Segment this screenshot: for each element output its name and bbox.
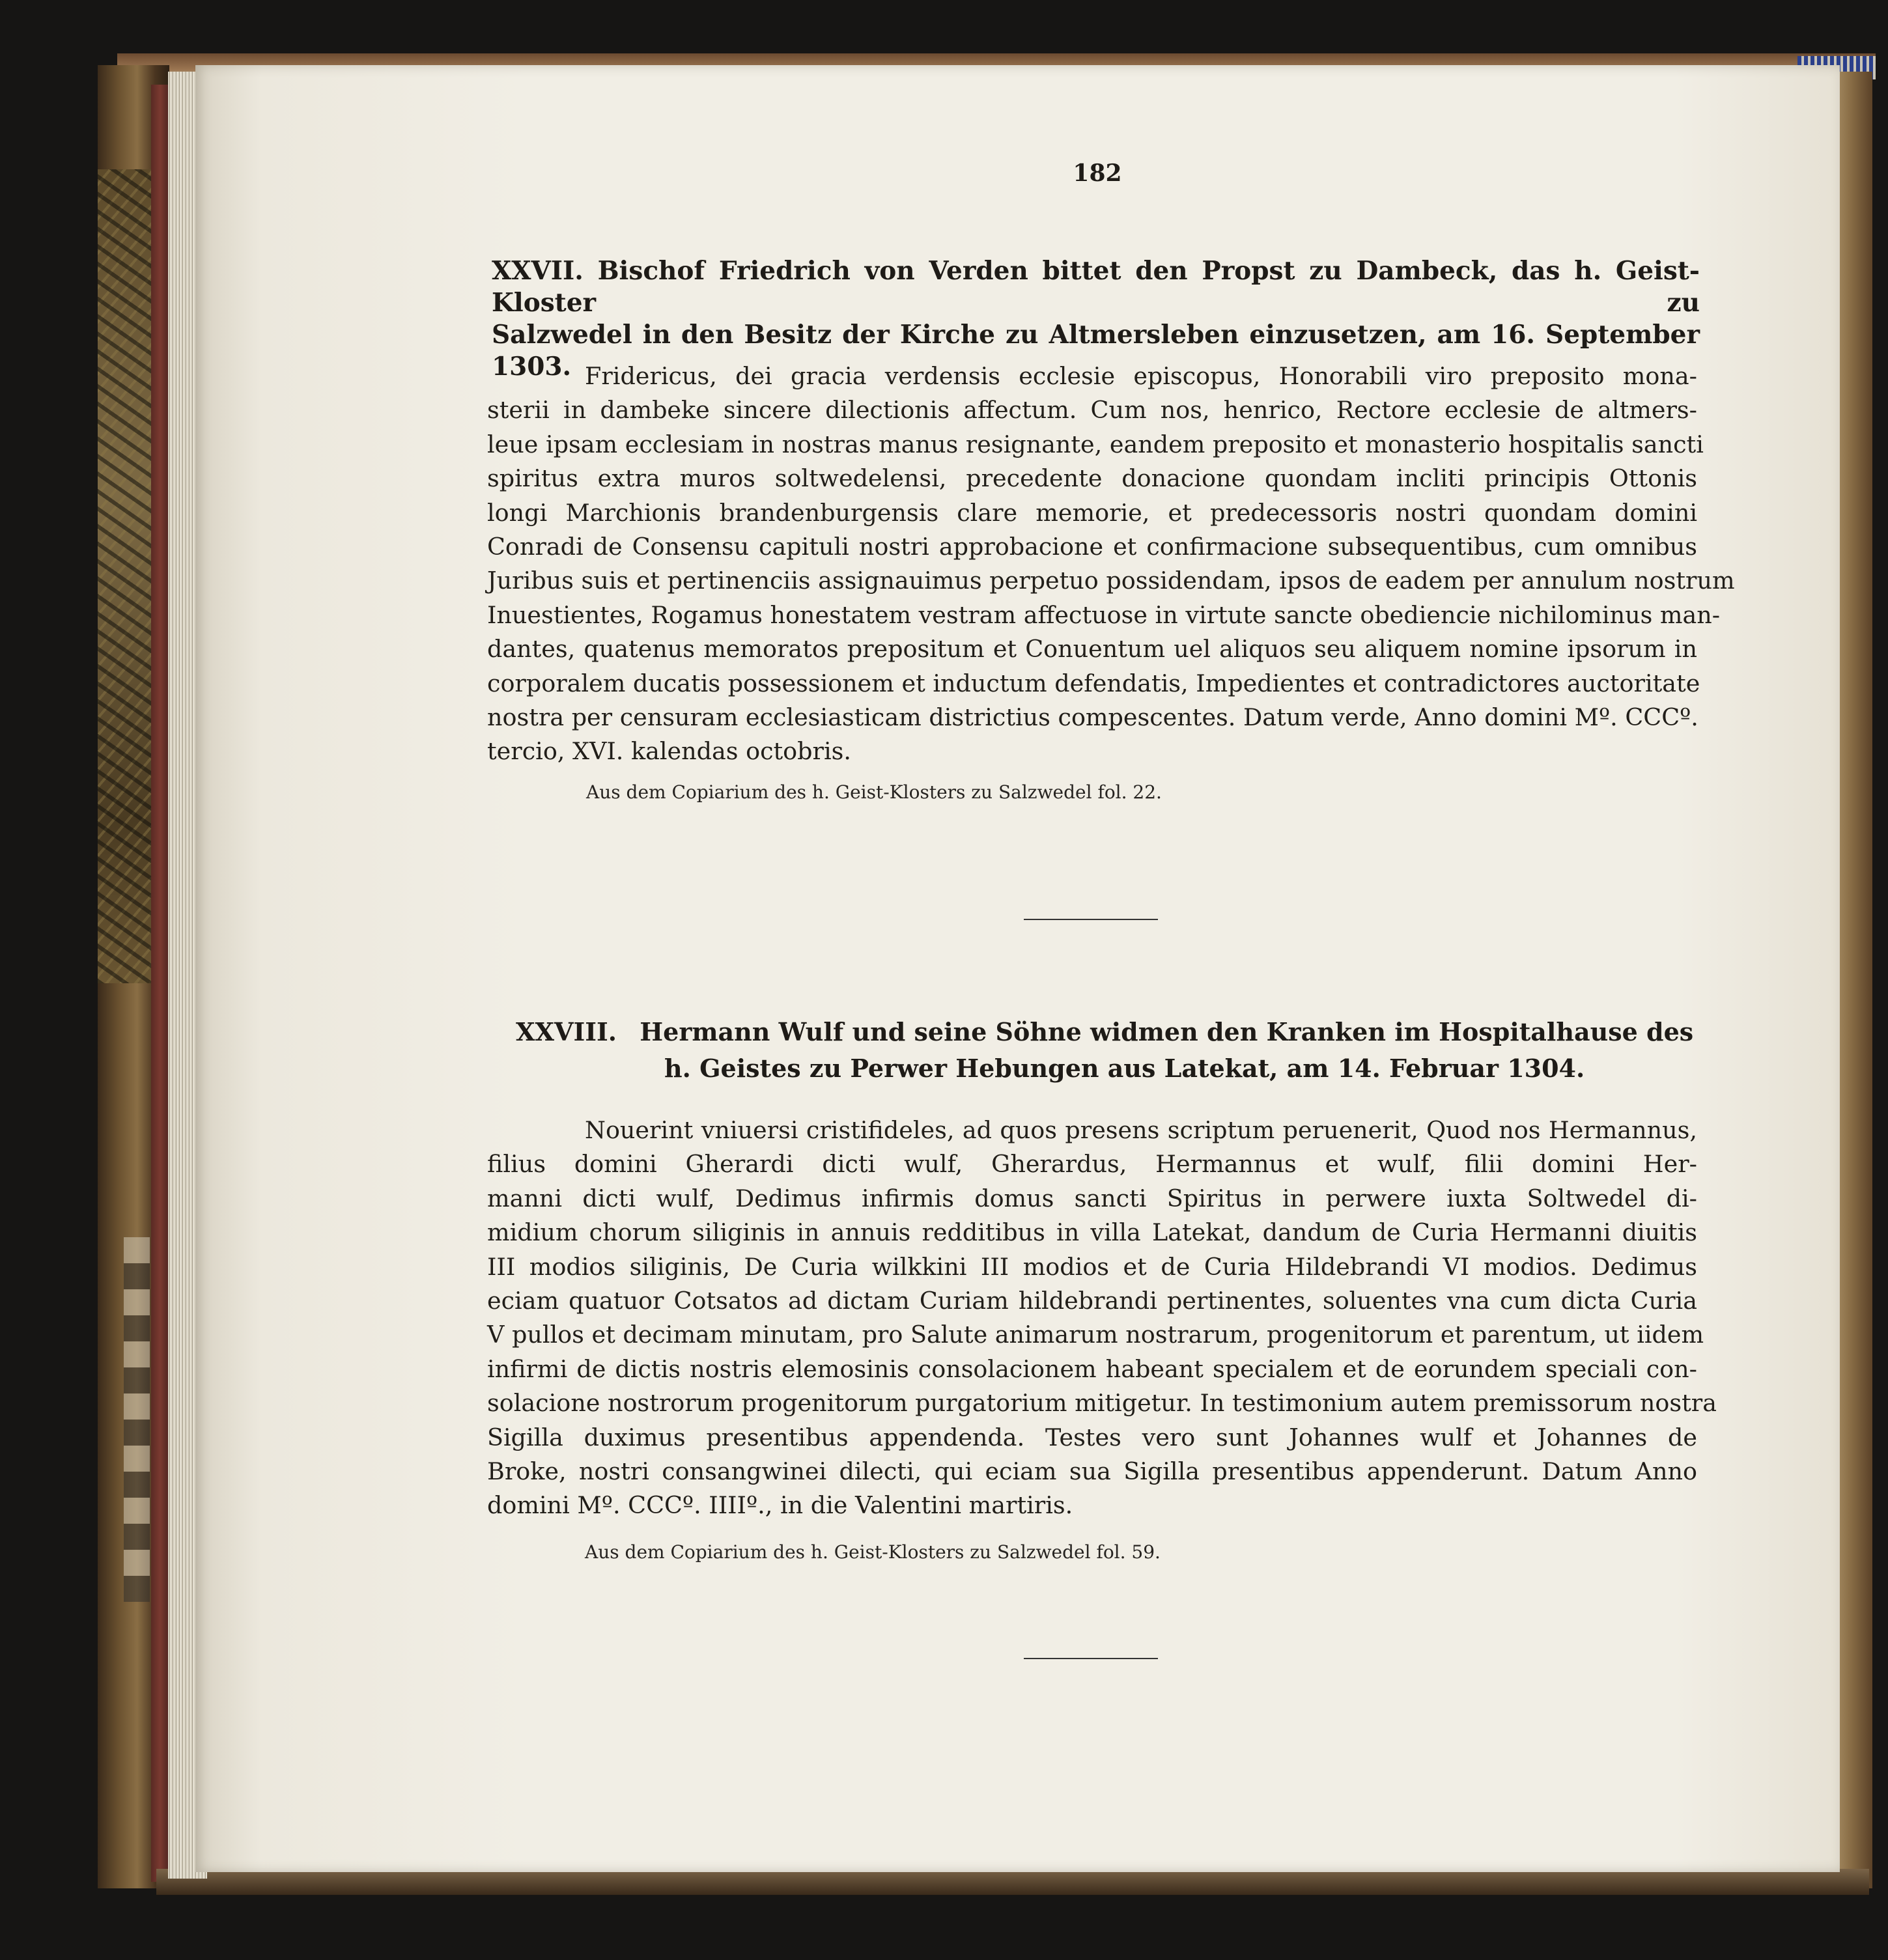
text-line: domini Mº. CCCº. IIIIº., in die Valentini martiris. — [487, 1491, 1073, 1520]
text-line: spiritus extra muros soltwedelensi, precedente donacione quondam incliti principis Ottonis — [487, 464, 1697, 493]
text-line: dantes, quatenus memoratos prepositum et Conuentum uel aliquos seu aliquem nomine ipsorum in — [487, 635, 1697, 664]
doc2-source-note: Aus dem Copiarium des h. Geist-Klosters zu Salzwedel fol. 59. — [585, 1541, 1161, 1563]
text-line: tercio, XVI. kalendas octobris. — [487, 737, 851, 766]
text-line: Sigilla duximus presentibus appendenda. Testes vero sunt Johannes wulf et Johannes de — [487, 1423, 1697, 1451]
doc1-source-note: Aus dem Copiarium des h. Geist-Klosters zu Salzwedel fol. 22. — [586, 781, 1162, 803]
text-line: midium chorum siliginis in annuis redditibus in villa Latekat, dandum de Curia Hermanni diuitis — [487, 1218, 1697, 1247]
text-line: Juribus suis et pertinenciis assignauimus perpetuo possidendam, ipsos de eadem per annulum nostrum — [487, 567, 1735, 595]
scale-ruler — [124, 1237, 150, 1602]
doc2-heading — [516, 1014, 1694, 1087]
doc1-number: XXVII. — [492, 256, 584, 286]
text-line: Nouerint vniuersi cristifideles, ad quos presens scriptum peruenerit, Quod nos Hermannus, — [585, 1116, 1697, 1144]
text-line: V pullos et decimam minutam, pro Salute animarum nostrarum, progenitorum et parentum, ut iidem — [487, 1321, 1704, 1349]
doc1-title-line2: Salzwedel in den Besitz der Kirche zu Altmersleben einzusetzen, am 16. September 1303. — [492, 320, 1700, 382]
text-line: longi Marchionis brandenburgensis clare memorie, et predecessoris nostri quondam domini — [487, 498, 1697, 527]
text-line: manni dicti wulf, Dedimus infirmis domus sancti Spiritus in perwere iuxta Soltwedel di- — [487, 1184, 1697, 1212]
text-line: solacione nostrorum progenitorum purgatorium mitigetur. In testimonium autem premissorum nostra — [487, 1389, 1717, 1418]
text-line: Inuestientes, Rogamus honestatem vestram affectuose in virtute sancte obediencie nichilominus man- — [487, 600, 1721, 629]
text-line: Fridericus, dei gracia verdensis ecclesie episcopus, Honorabili viro preposito mona- — [585, 362, 1697, 390]
doc1-text — [487, 359, 1735, 769]
page-number: 182 — [1073, 160, 1122, 187]
text-line: nostra per censuram ecclesiasticam districtius compescentes. Datum verde, Anno domini Mº. CCCº. — [487, 703, 1698, 732]
text-line: sterii in dambeke sincere dilectionis affectum. Cum nos, henrico, Rectore ecclesie de altmers- — [487, 396, 1697, 425]
doc2-title-line2: h. Geistes zu Perwer Hebungen aus Latekat, am 14. Februar 1304. — [664, 1054, 1585, 1083]
book-bottom-edge — [156, 1869, 1869, 1895]
doc1-title-line1: XXVII. Bischof Friedrich von Verden bittet den Propst zu Dambeck, das h. Geist-Kloster zu — [492, 256, 1700, 318]
doc2-number: XXVIII. — [516, 1017, 617, 1046]
section-divider — [1024, 1658, 1158, 1659]
text-line: corporalem ducatis possessionem et inductum defendatis, Impedientes et contradictores auctoritate — [487, 669, 1700, 697]
text-line: Conradi de Consensu capituli nostri approbacione et confirmacione subsequentibus, cum omnibus — [487, 533, 1697, 561]
text-line: Broke, nostri consangwinei dilecti, qui eciam sua Sigilla presentibus appenderunt. Datum Anno — [487, 1457, 1697, 1486]
book-spine — [151, 85, 169, 1882]
doc2-text — [487, 1113, 1717, 1523]
text-line: leue ipsam ecclesiam in nostras manus resignante, eandem preposito et monasterio hospitalis sancti — [487, 430, 1704, 458]
text-line: infirmi de dictis nostris elemosinis consolacionem habeant specialem et de eorundem speciali con- — [487, 1354, 1697, 1383]
text-line: III modios siliginis, De Curia wilkkini III modios et de Curia Hildebrandi VI modios. Dedimus — [487, 1252, 1697, 1281]
text-line: eciam quatuor Cotsatos ad dictam Curiam hildebrandi pertinentes, soluentes vna cum dicta Curia — [487, 1287, 1697, 1315]
text-line: filius domini Gherardi dicti wulf, Gherardus, Hermannus et wulf, filii domini Her- — [487, 1150, 1697, 1179]
doc2-title-line1: XXVIII. Hermann Wulf und seine Söhne widmen den Kranken im Hospitalhause des — [516, 1017, 1694, 1046]
section-divider — [1024, 919, 1158, 920]
